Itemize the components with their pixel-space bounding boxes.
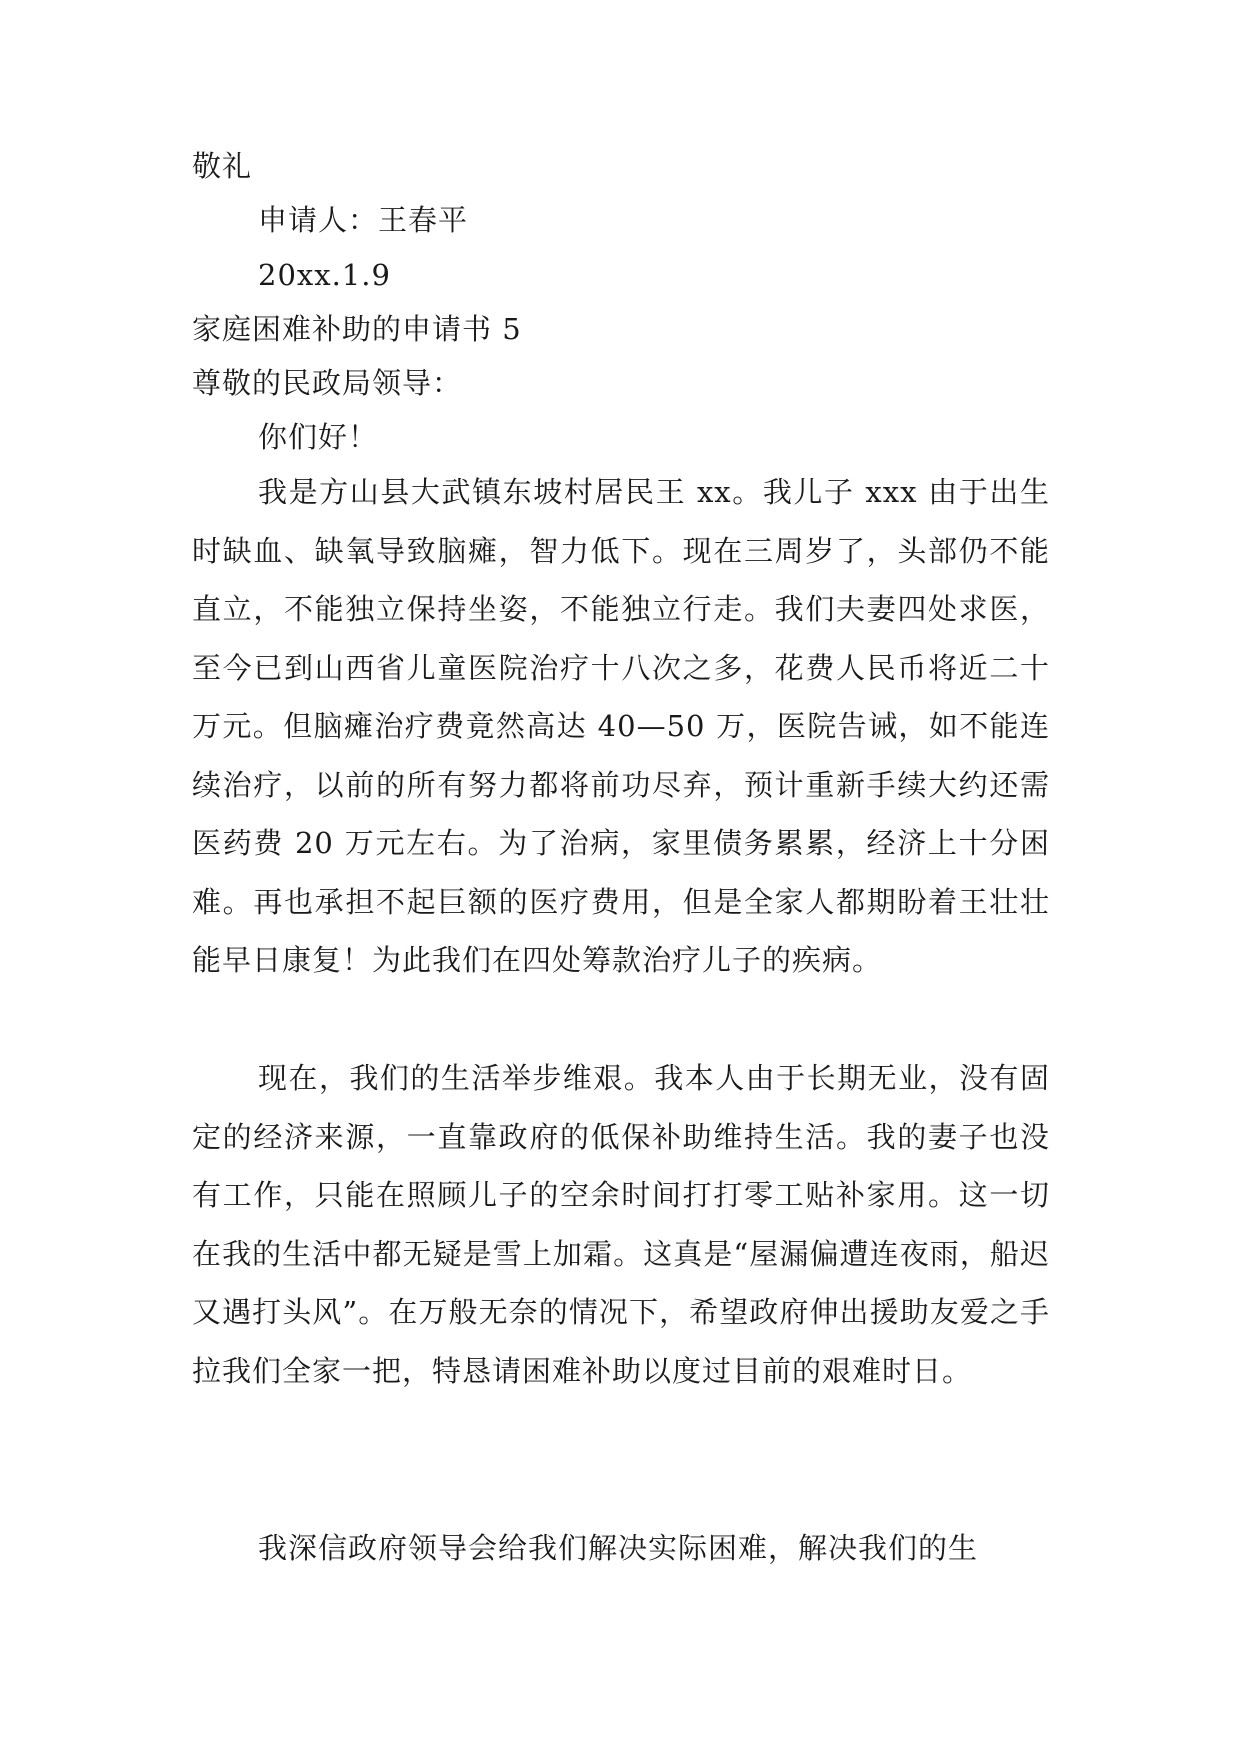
recipient-line: 尊敬的民政局领导： xyxy=(192,366,463,400)
body-paragraph-2: 现在，我们的生活举步维艰。我本人由于长期无业，没有固定的经济来源，一直靠政府的低保补助维持生活。我的妻子也没有工作，只能在照顾儿子的空余时间打打零工贴补家用。这一切在我的生活中都无疑是雪上加霜。这真是“屋漏偏遭连夜雨，船迟又遇打头风”。在万般无奈的情况下，希望政府伸出援助友爱之手拉我们全家一把，特恳请困难补助以度过目前的艰难时日。 xyxy=(192,1061,1050,1388)
greeting-line: 你们好！ xyxy=(258,420,379,454)
section-title: 家庭困难补助的申请书 5 xyxy=(192,312,522,346)
closing-salutation: 敬礼 xyxy=(192,149,253,183)
body-paragraph-3: 我深信政府领导会给我们解决实际困难，解决我们的生 xyxy=(258,1531,979,1565)
body-paragraph-1: 我是方山县大武镇东坡村居民王 xx。我儿子 xxx 由于出生时缺血、缺氧导致脑瘫，智力低下。现在三周岁了，头部仍不能直立，不能独立保持坐姿，不能独立行走。我们夫妻四处求医，至今已到山西省儿童医院治疗十八次之多，花费人民币将近二十万元。但脑瘫治疗费竟然高达 40—50 万，医院告诫，如不能连续治疗，以前的所有努力都将前功尽弃，预计重新手续大约还需医药费 20 万元左右。为了治病，家里债务累累，经济上十分困难。再也承担不起巨额的医疗费用，但是全家人都期盼着王壮壮能早日康复！为此我们在四处筹款治疗儿子的疾病。 xyxy=(192,475,1050,977)
applicant-signature: 申请人：王春平 xyxy=(258,203,469,237)
letter-date: 20xx.1.9 xyxy=(258,258,391,292)
